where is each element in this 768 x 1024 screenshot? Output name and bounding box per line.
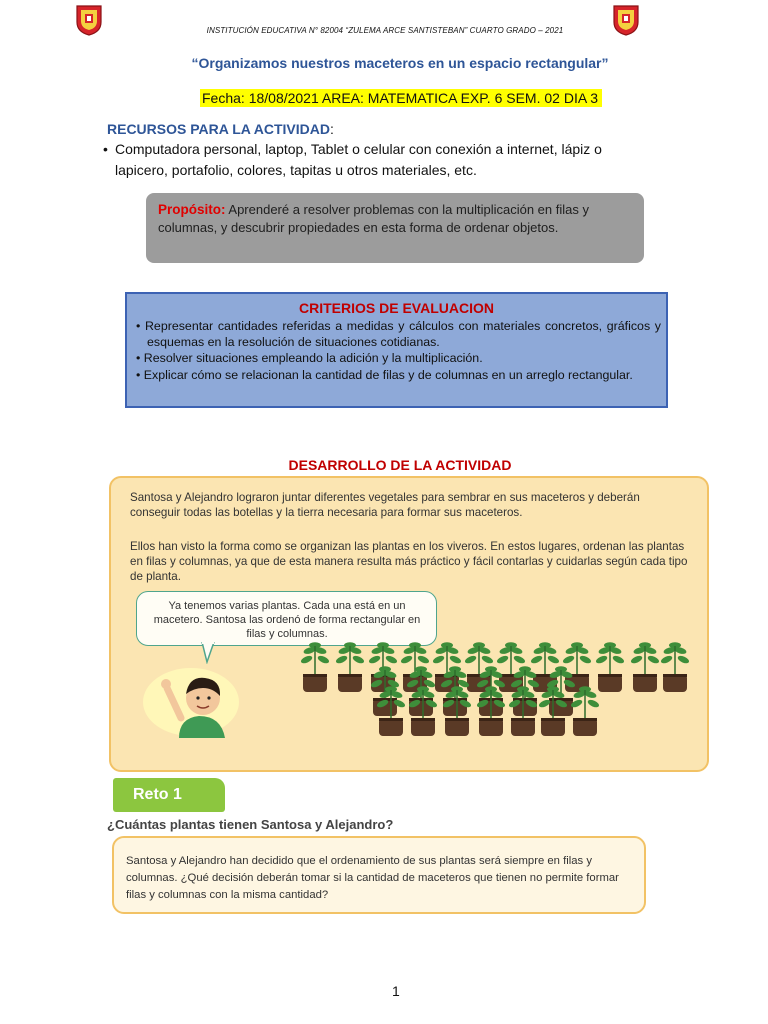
story-paragraph-1: Santosa y Alejandro lograron juntar diferentes vegetales para sembrar en sus maceteros y deberán conseguir todas las botellas y la tierra necesaria para formar sus maceteros. <box>130 491 640 519</box>
criteria-item: • Resolver situaciones empleando la adición y la multiplicación. <box>136 351 483 365</box>
story-paragraph-2: Ellos han visto la forma como se organizan las plantas en los viveros. En estos lugares, ordenan las plantas en filas y columnas, ya que de esta manera resulta más práctico y fácil contarlas y cuidarlas según cada tipo de planta. <box>130 540 688 583</box>
resources-heading <box>107 121 334 137</box>
boy-illustration <box>139 658 239 738</box>
potted-plant-icon <box>630 642 660 692</box>
purpose-box <box>146 193 644 263</box>
potted-plant-icon <box>570 686 600 736</box>
resources-heading-label: RECURSOS PARA LA ACTIVIDAD <box>107 121 330 137</box>
reto-question: ¿Cuántas plantas tienen Santosa y Alejandro? <box>107 817 394 832</box>
criteria-title: CRITERIOS DE EVALUACION <box>299 300 494 316</box>
school-crest-icon-left <box>75 4 103 36</box>
potted-plants-illustration <box>295 638 691 758</box>
criteria-box <box>125 292 668 408</box>
potted-plant-icon <box>595 642 625 692</box>
criteria-item: • Representar cantidades referidas a medidas y cálculos con materiales concretos, gráficos y esquemas en la resolución de situaciones cotidianas. <box>136 319 661 349</box>
resources-line-2: lapicero, portafolio, colores, tapitas u otros materiales, etc. <box>115 162 477 178</box>
purpose-text <box>158 201 636 237</box>
resources-line-1: • Computadora personal, laptop, Tablet o celular con conexión a internet, lápiz o <box>103 139 663 160</box>
criteria-item: • Explicar cómo se relacionan la cantidad de filas y de columnas en un arreglo rectangular. <box>136 367 633 382</box>
institution-header: INSTITUCIÓN EDUCATIVA N° 82004 “ZULEMA ARCE SANTISTEBAN” CUARTO GRADO – 2021 <box>206 26 564 35</box>
potted-plant-icon <box>300 642 330 692</box>
speech-bubble-text: Ya tenemos varias plantas. Cada una está en un macetero. Santosa las ordenó de forma rectangular en filas y columnas. <box>153 600 421 640</box>
page-number: 1 <box>392 983 400 999</box>
purpose-body: Aprenderé a resolver problemas con la multiplicación en filas y columnas, y descubrir propiedades en esta forma de ordenar objetos. <box>158 202 589 235</box>
date-line: Fecha: 18/08/2021 AREA: MATEMATICA EXP. 6 SEM. 02 DIA 3 <box>200 89 602 107</box>
story-box <box>109 476 709 772</box>
resources-heading-colon: : <box>329 121 334 137</box>
bullet-icon: • <box>103 141 108 157</box>
potted-plant-icon <box>660 642 690 692</box>
resources-list <box>103 139 663 181</box>
reto-tab: Reto 1 <box>113 778 225 812</box>
criteria-list <box>136 319 661 384</box>
development-heading: DESARROLLO DE LA ACTIVIDAD <box>288 457 512 473</box>
page-title: “Organizamos nuestros maceteros en un espacio rectangular” <box>191 55 609 71</box>
reto-text: Santosa y Alejandro han decidido que el ordenamiento de sus plantas será siempre en filas y columnas. ¿Qué decisión deberán tomar si la cantidad de maceteros que tienen no permite formar filas y columnas con la misma cantidad? <box>126 855 619 901</box>
potted-plant-icon <box>335 642 365 692</box>
purpose-label: Propósito: <box>158 202 226 217</box>
reto-box <box>112 836 646 914</box>
